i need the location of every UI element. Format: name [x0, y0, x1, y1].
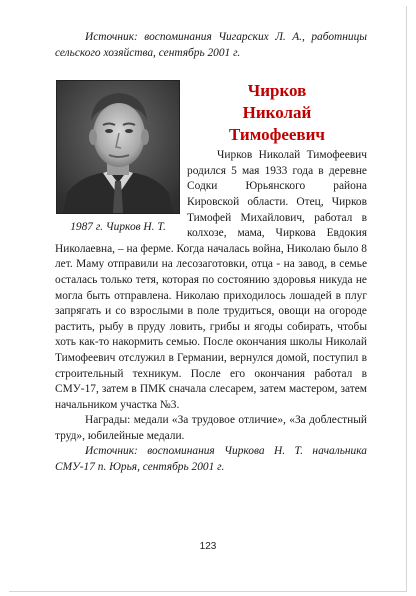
document-page: [55, 30, 367, 476]
title-line-surname: Чирков: [247, 81, 307, 101]
biography-paragraph: Чирков Николай Тимофеевич родился 5 мая 1933 года в деревне Содки Юрьянского района Кировской области. Отец, Чирков Тимофей Михайлович, работал в колхозе, мама, Чиркова Евдокия Николаевна, – на ферме. Когда началась война, Николаю было 8 лет. Маму отправили на лесозаготовки, отца - на завод, в семье осталась только тетя, которая по состоянию здоровья никуда не могла быть отправлена. Николаю приходилось лошадей в плуг запрягать и со взрослыми в поле трудиться, овощи на огороде растить, рыбу в пруду ловить, грибы и ягоды собирать, чтобы хоть как-то накормить семью. После окончания школы Николай Тимофеевич отслужил в Германии, вернулся домой, поступил в строительный техникум. После его окончания работал в СМУ-17, затем в ПМК сначала слесарем, затем мастером, затем начальником участка №3.: [55, 149, 367, 411]
source-note-bottom: Источник: воспоминания Чиркова Н. Т. начальника СМУ-17 п. Юрья, сентябрь 2001 г.: [55, 445, 367, 474]
page-number: 123: [199, 541, 217, 552]
awards-paragraph: Награды: медали «За трудовое отличие», «За доблестный труд», юбилейные медали.: [55, 414, 367, 442]
portrait-image: [57, 81, 179, 213]
portrait-photo: [56, 80, 180, 214]
photo-caption: 1987 г. Чирков Н. Т.: [70, 221, 166, 234]
portrait-figure: [55, 80, 181, 235]
source-note-top: Источник: воспоминания Чигарских Л. А., работницы сельского хозяйства, сентябрь 2001 г.: [55, 31, 367, 59]
title-line-name: Николай: [242, 103, 312, 123]
biography-section: [55, 80, 367, 475]
title-line-patronymic: Тимофеевич: [229, 125, 325, 145]
